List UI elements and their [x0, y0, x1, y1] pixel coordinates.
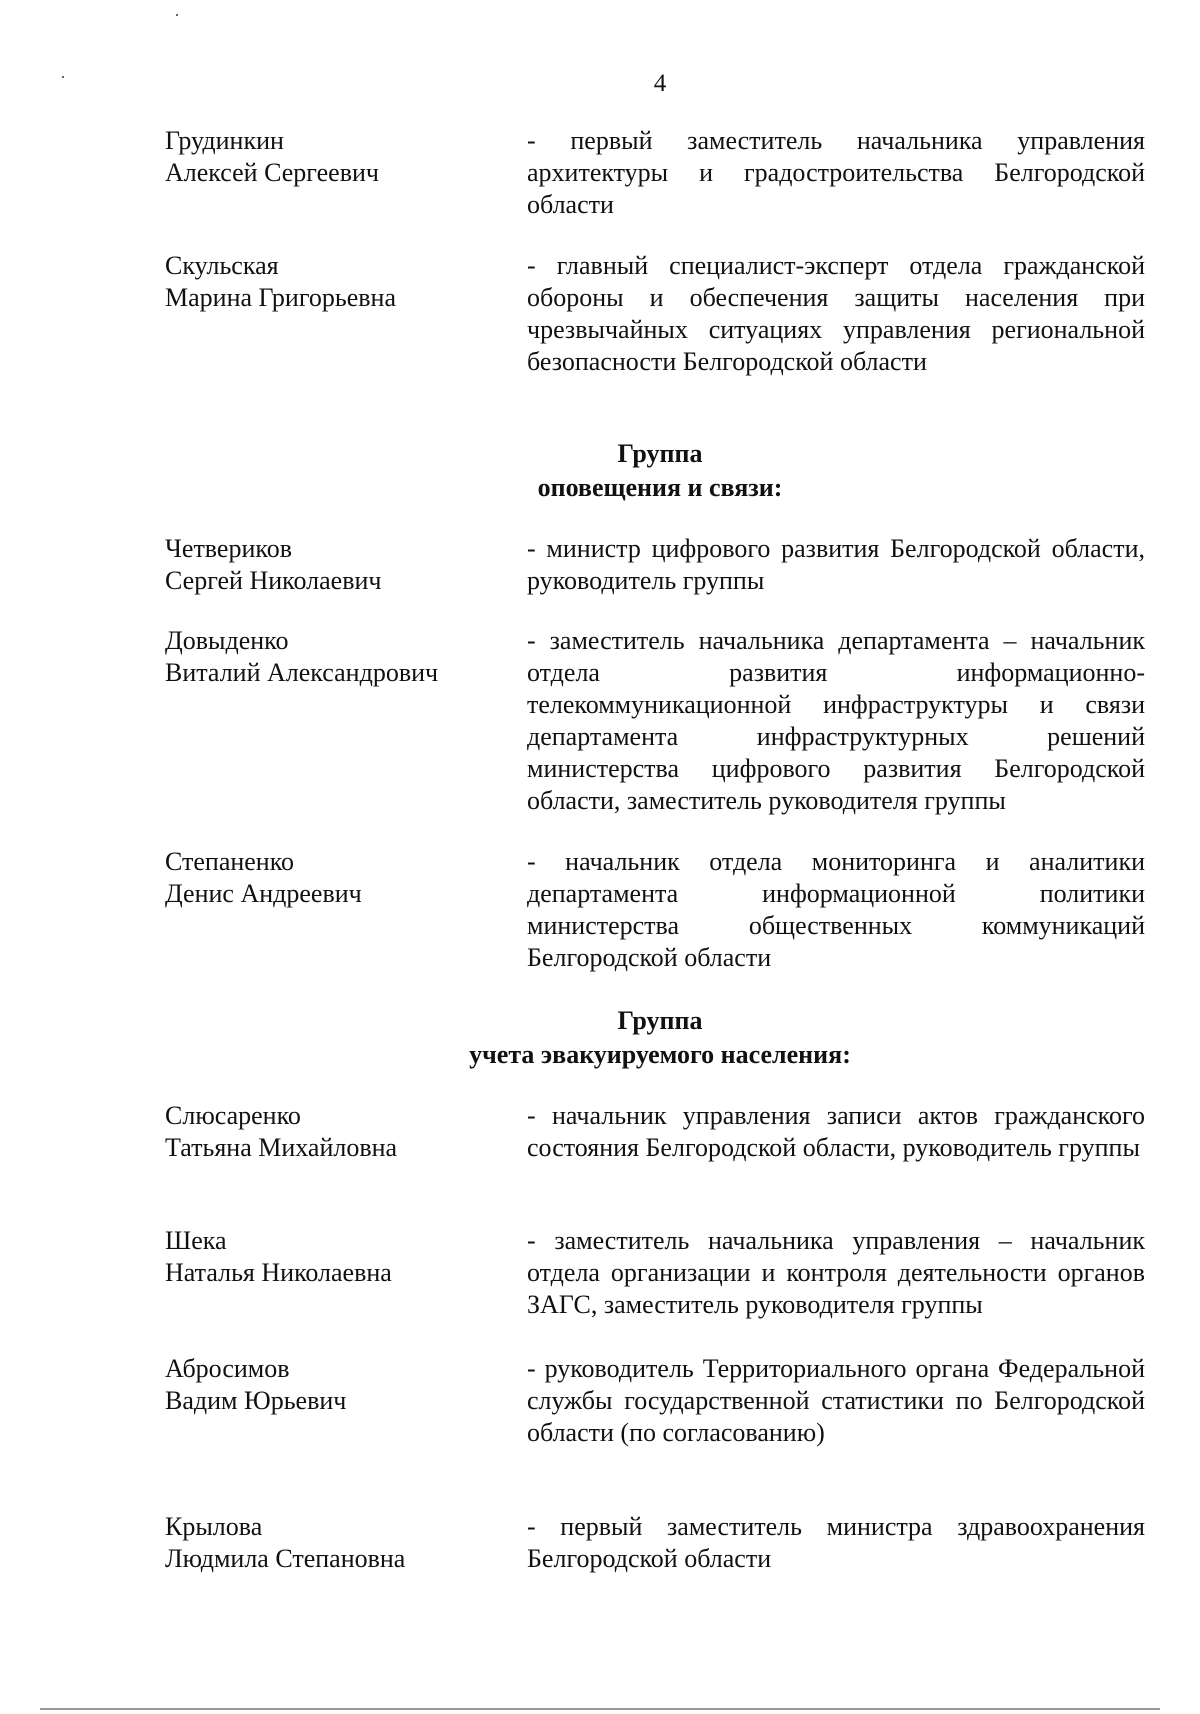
member-given-name: Наталья Николаевна: [165, 1258, 392, 1287]
member-surname: Крылова: [165, 1512, 263, 1541]
member-given-name: Вадим Юрьевич: [165, 1386, 347, 1415]
member-name: [165, 250, 527, 378]
member-position: - руководитель Территориального органа Федеральной службы государственной статистики по Белгородской области (по согласованию): [527, 1354, 1145, 1447]
member-given-name: Людмила Степановна: [165, 1544, 406, 1573]
member-entry: [165, 250, 1145, 378]
member-name: [165, 533, 527, 597]
member-name: [165, 625, 527, 817]
member-entry: [165, 846, 1145, 974]
scan-edge-line: [40, 1708, 1160, 1710]
member-given-name: Алексей Сергеевич: [165, 158, 379, 187]
member-entry: [165, 1511, 1145, 1575]
scan-speck: [62, 76, 64, 78]
member-position: - заместитель начальника департамента – начальник отдела развития информационно-телекоммуникационной инфраструктуры и связи департамента инфраструктурных решений министерства цифрового развития Белгородской области, заместитель руководителя группы: [527, 626, 1145, 815]
member-entry: [165, 533, 1145, 597]
member-position: - начальник отдела мониторинга и аналитики департамента информационной политики министерства общественных коммуникаций Белгородской области: [527, 847, 1145, 972]
member-name: [165, 1353, 527, 1449]
member-position: - заместитель начальника управления – начальник отдела организации и контроля деятельности органов ЗАГС, заместитель руководителя группы: [527, 1226, 1145, 1319]
member-given-name: Денис Андреевич: [165, 879, 362, 908]
member-position: - министр цифрового развития Белгородской области, руководитель группы: [527, 534, 1145, 595]
member-name: [165, 846, 527, 974]
member-surname: Степаненко: [165, 847, 295, 876]
member-surname: Шека: [165, 1226, 227, 1255]
member-given-name: Марина Григорьевна: [165, 283, 396, 312]
member-surname: Абросимов: [165, 1354, 290, 1383]
member-surname: Довыденко: [165, 626, 289, 655]
group-heading-notification: [0, 437, 1200, 505]
group-heading-line2: оповещения и связи:: [537, 473, 783, 502]
member-given-name: Виталий Александрович: [165, 658, 439, 687]
member-given-name: Сергей Николаевич: [165, 566, 382, 595]
member-surname: Скульская: [165, 251, 279, 280]
member-name: [165, 125, 527, 221]
scan-speck: [176, 14, 178, 16]
member-entry: [165, 1100, 1145, 1164]
member-surname: Слюсаренко: [165, 1101, 301, 1130]
member-surname: Четвериков: [165, 534, 292, 563]
page-number: 4: [653, 70, 667, 97]
group-heading-line1: Группа: [617, 1006, 703, 1035]
member-position: - начальник управления записи актов гражданского состояния Белгородской области, руководитель группы: [527, 1101, 1145, 1162]
member-given-name: Татьяна Михайловна: [165, 1133, 398, 1162]
member-surname: Грудинкин: [165, 126, 284, 155]
member-position: - первый заместитель министра здравоохранения Белгородской области: [527, 1512, 1145, 1573]
member-name: [165, 1100, 527, 1164]
member-position: - первый заместитель начальника управления архитектуры и градостроительства Белгородской области: [527, 126, 1145, 219]
group-heading-evacuees: [0, 1004, 1200, 1072]
group-heading-line1: Группа: [617, 439, 703, 468]
group-heading-line2: учета эвакуируемого населения:: [469, 1040, 851, 1069]
member-entry: [165, 625, 1145, 817]
member-entry: [165, 1353, 1145, 1449]
member-name: [165, 1511, 527, 1575]
member-entry: [165, 125, 1145, 221]
member-position: - главный специалист-эксперт отдела гражданской обороны и обеспечения защиты населения при чрезвычайных ситуациях управления региональной безопасности Белгородской области: [527, 251, 1145, 376]
member-entry: [165, 1225, 1145, 1321]
member-name: [165, 1225, 527, 1321]
